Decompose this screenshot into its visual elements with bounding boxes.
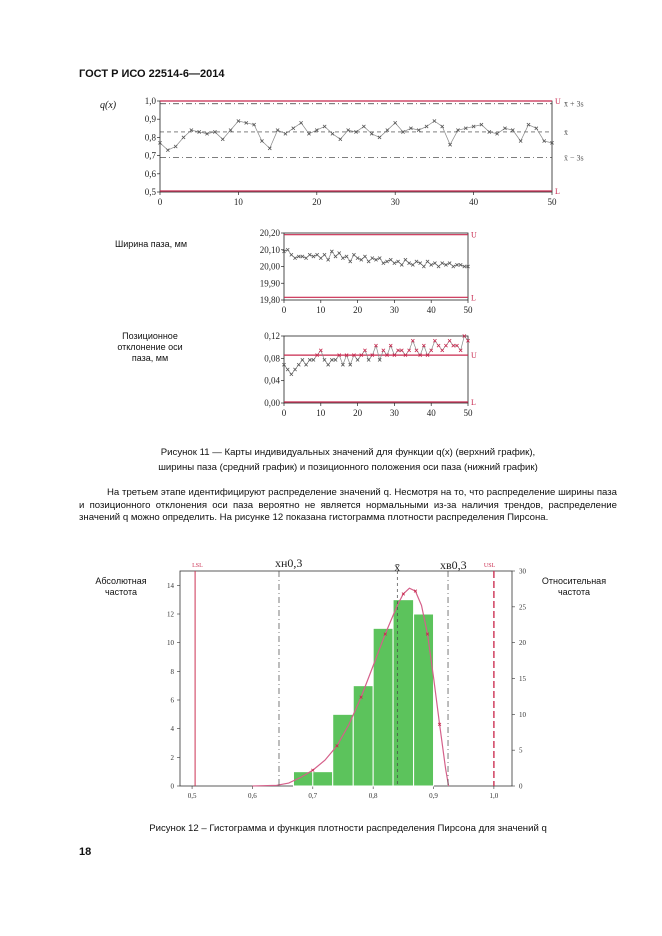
histogram-ytick-left-label: 4 xyxy=(170,725,174,734)
histogram-ytick-right-label: 10 xyxy=(519,710,526,719)
histogram-xtick-label: 0,9 xyxy=(429,792,438,800)
chart-position-xtick-label: 10 xyxy=(316,408,326,418)
chart-width-ytick-label: 20,20 xyxy=(259,228,280,238)
chart-q-ylabel: q(x) xyxy=(100,100,117,111)
chart-width-upper-limit-label: U xyxy=(471,230,477,240)
chart-q-series-line xyxy=(160,121,552,150)
chart-width-xtick-label: 20 xyxy=(353,305,363,315)
figure11-caption-line1: Рисунок 11 — Карты индивидуальных значений для функции q(x) (верхний график), xyxy=(160,447,536,458)
histogram-ytick-left-label: 2 xyxy=(170,753,174,762)
histogram-right-label-line2: частота xyxy=(557,587,591,597)
chart-q-xtick-label: 10 xyxy=(233,197,243,207)
chart-q-xtick-label: 20 xyxy=(312,197,322,207)
histogram-left-label-line1: Абсолютная xyxy=(95,576,147,586)
histogram-left-label xyxy=(88,576,154,598)
histogram-lsl-label: LSL xyxy=(192,563,203,569)
chart-q-xtick-label: 30 xyxy=(390,197,400,207)
histogram-ytick-left-label: 12 xyxy=(167,610,174,619)
histogram-ytick-left-label: 14 xyxy=(167,581,174,590)
chart-q-ytick-label: 1,0 xyxy=(144,96,156,106)
histogram xyxy=(150,553,540,803)
histogram-xtick-label: 0,8 xyxy=(368,792,378,800)
histogram-xtick-label: 0,6 xyxy=(248,792,257,800)
histogram-right-label-line1: Относительная xyxy=(541,576,607,586)
chart-q-upper-limit-label: U xyxy=(555,97,561,106)
chart-width-ytick-label: 19,80 xyxy=(259,295,280,305)
chart-position-ytick-label: 0,12 xyxy=(264,331,280,341)
histogram-ytick-right-label: 30 xyxy=(519,567,526,576)
chart-position xyxy=(240,330,490,420)
chart-width-xtick-label: 50 xyxy=(463,305,473,315)
chart-q-ytick-label: 0,5 xyxy=(144,187,156,197)
histogram-xbar-label: x̄ xyxy=(394,560,401,574)
chart-position-xtick-label: 40 xyxy=(426,408,436,418)
chart-position-xtick-label: 50 xyxy=(463,408,473,418)
chart-width-series-line xyxy=(284,250,468,267)
chart-position-upper-limit-label: U xyxy=(471,351,477,361)
chart-width-ytick-label: 20,10 xyxy=(259,244,280,255)
chart-position-xtick-label: 30 xyxy=(389,408,399,418)
chart-width-xtick-label: 10 xyxy=(316,305,326,315)
histogram-xtick-label: 1,0 xyxy=(489,792,499,800)
chart-position-label xyxy=(94,331,206,364)
chart-q-xtick-label: 0 xyxy=(157,197,163,207)
chart-q-ytick-label: 0,7 xyxy=(144,150,156,161)
chart-width-xtick-label: 40 xyxy=(426,305,436,315)
histogram-left-label-line2: частота xyxy=(104,587,138,597)
chart-q-frame xyxy=(160,101,552,192)
histogram-ytick-right-label: 25 xyxy=(519,603,526,612)
histogram-ytick-left-label: 0 xyxy=(170,782,174,791)
histogram-bar xyxy=(353,686,373,786)
chart-q-x-bar-label: x̄ xyxy=(564,127,568,137)
chart-width-frame xyxy=(284,233,468,300)
histogram-ytick-right-label: 20 xyxy=(519,639,526,648)
chart-width xyxy=(240,225,490,317)
histogram-ytick-right-label: 0 xyxy=(519,782,523,791)
chart-width-lower-limit-label: L xyxy=(471,293,476,303)
chart-q xyxy=(130,93,600,215)
histogram-usl-label: USL xyxy=(483,563,496,569)
histogram-xhigh-label: xв0,3 xyxy=(440,558,467,572)
histogram-ytick-left-label: 6 xyxy=(170,696,174,705)
chart-q-x-minus-3s-label: x̄ − 3s xyxy=(564,153,584,163)
histogram-right-label xyxy=(534,576,614,598)
histogram-bar xyxy=(373,628,393,786)
chart-position-label-line3: паза, мм xyxy=(131,353,169,363)
chart-position-xtick-label: 0 xyxy=(281,408,287,418)
page-number: 18 xyxy=(79,846,92,858)
histogram-xtick-label: 0,5 xyxy=(187,792,197,800)
histogram-bar xyxy=(393,600,414,786)
chart-position-lower-limit-label: L xyxy=(471,398,476,407)
histogram-xlow-label: xн0,3 xyxy=(274,556,303,570)
histogram-ytick-left-label: 8 xyxy=(170,667,174,676)
chart-position-ytick-label: 0,04 xyxy=(264,375,280,386)
chart-position-xtick-label: 20 xyxy=(353,408,363,418)
body-paragraph-text: На третьем этапе идентифицируют распределение значений q. Несмотря на то, что распределение ширины паза и позиционного отклонения оси паза вероятно не является нормальными из-за наличия трендов, распределение значений q можно определить. На рисунке 12 показана гистограмма плотности распределения Пирсона. xyxy=(79,487,617,523)
histogram-bar xyxy=(414,614,434,786)
chart-position-ytick-label: 0,08 xyxy=(264,353,280,364)
chart-width-ytick-label: 19,90 xyxy=(259,278,280,289)
chart-position-label-line2: отклонение оси xyxy=(117,342,183,352)
body-paragraph xyxy=(79,487,617,525)
chart-position-label-line1: Позиционное xyxy=(122,331,178,341)
chart-q-ytick-label: 0,8 xyxy=(144,132,156,143)
chart-q-xtick-label: 50 xyxy=(547,197,557,207)
chart-position-ytick-label: 0,00 xyxy=(264,398,280,408)
histogram-ytick-left-label: 10 xyxy=(167,639,174,648)
figure11-caption-line2: ширины паза (средний график) и позиционного положения оси паза (нижний график) xyxy=(158,462,538,473)
chart-width-xtick-label: 30 xyxy=(389,305,399,315)
chart-q-xtick-label: 40 xyxy=(469,197,479,207)
histogram-bar xyxy=(333,714,354,786)
figure11-caption xyxy=(79,445,617,475)
chart-width-ytick-label: 20,00 xyxy=(259,261,280,272)
histogram-bar xyxy=(313,772,333,786)
chart-q-lower-limit-label: L xyxy=(555,187,560,196)
chart-width-xtick-label: 0 xyxy=(281,305,287,315)
figure12-caption: Рисунок 12 – Гистограмма и функция плотности распределения Пирсона для значений q xyxy=(149,823,547,834)
chart-q-ytick-label: 0,6 xyxy=(144,168,156,179)
chart-q-ytick-label: 0,9 xyxy=(144,114,156,125)
histogram-ytick-right-label: 5 xyxy=(519,746,523,755)
chart-q-x-plus-3s-label: x̄ + 3s xyxy=(564,99,584,109)
document-header: ГОСТ Р ИСО 22514-6—2014 xyxy=(79,68,225,80)
histogram-xtick-label: 0,7 xyxy=(308,792,318,800)
chart-width-label: Ширина паза, мм xyxy=(114,239,188,249)
histogram-ytick-right-label: 15 xyxy=(519,675,526,683)
